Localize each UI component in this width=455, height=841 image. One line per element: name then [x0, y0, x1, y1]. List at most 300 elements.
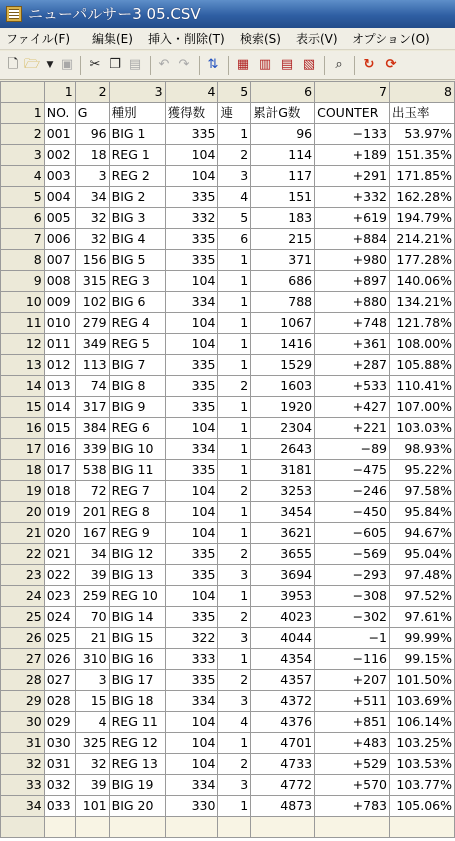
- table-cell[interactable]: REG 12: [109, 733, 165, 754]
- table-cell[interactable]: 3655: [251, 544, 315, 565]
- table-cell[interactable]: 1: [218, 124, 251, 145]
- table-cell[interactable]: 010: [44, 313, 75, 334]
- table-cell[interactable]: +783: [315, 796, 390, 817]
- table-cell[interactable]: 335: [165, 565, 218, 586]
- table-cell[interactable]: 2: [218, 481, 251, 502]
- table-cell[interactable]: 104: [165, 523, 218, 544]
- table-cell[interactable]: 334: [165, 439, 218, 460]
- table-cell[interactable]: 1: [218, 292, 251, 313]
- table-cell[interactable]: +427: [315, 397, 390, 418]
- table-cell[interactable]: 39: [75, 565, 109, 586]
- delete-row-icon[interactable]: ▤: [280, 57, 294, 72]
- table-cell[interactable]: BIG 12: [109, 544, 165, 565]
- row-header[interactable]: 25: [1, 607, 45, 628]
- header-cell[interactable]: 出玉率: [390, 103, 455, 124]
- table-cell[interactable]: 1: [218, 523, 251, 544]
- table-cell[interactable]: 2: [218, 607, 251, 628]
- table-cell[interactable]: 032: [44, 775, 75, 796]
- table-cell[interactable]: 1: [218, 649, 251, 670]
- table-cell[interactable]: 104: [165, 502, 218, 523]
- table-cell[interactable]: BIG 19: [109, 775, 165, 796]
- table-cell[interactable]: 104: [165, 754, 218, 775]
- table-cell[interactable]: 214.21%: [390, 229, 455, 250]
- table-cell[interactable]: 72: [75, 481, 109, 502]
- table-cell[interactable]: 339: [75, 439, 109, 460]
- table-cell[interactable]: 121.78%: [390, 313, 455, 334]
- table-cell[interactable]: 97.58%: [390, 481, 455, 502]
- table-cell[interactable]: 315: [75, 271, 109, 292]
- table-cell[interactable]: 3: [218, 691, 251, 712]
- corner-cell[interactable]: [1, 82, 45, 103]
- table-cell[interactable]: BIG 7: [109, 355, 165, 376]
- table-cell[interactable]: 34: [75, 187, 109, 208]
- empty-cell[interactable]: [165, 817, 218, 838]
- row-header[interactable]: 30: [1, 712, 45, 733]
- table-cell[interactable]: 99.15%: [390, 649, 455, 670]
- table-cell[interactable]: 335: [165, 376, 218, 397]
- table-cell[interactable]: 4701: [251, 733, 315, 754]
- table-cell[interactable]: 4: [218, 187, 251, 208]
- table-cell[interactable]: 201: [75, 502, 109, 523]
- table-cell[interactable]: 023: [44, 586, 75, 607]
- table-cell[interactable]: 2: [218, 670, 251, 691]
- table-cell[interactable]: 788: [251, 292, 315, 313]
- table-cell[interactable]: BIG 3: [109, 208, 165, 229]
- table-cell[interactable]: REG 6: [109, 418, 165, 439]
- table-cell[interactable]: +880: [315, 292, 390, 313]
- table-cell[interactable]: −293: [315, 565, 390, 586]
- table-cell[interactable]: 028: [44, 691, 75, 712]
- table-cell[interactable]: 3: [218, 565, 251, 586]
- table-cell[interactable]: +884: [315, 229, 390, 250]
- table-cell[interactable]: −1: [315, 628, 390, 649]
- table-cell[interactable]: BIG 18: [109, 691, 165, 712]
- table-cell[interactable]: REG 9: [109, 523, 165, 544]
- table-cell[interactable]: 5: [218, 208, 251, 229]
- row-header[interactable]: 6: [1, 208, 45, 229]
- table-cell[interactable]: 183: [251, 208, 315, 229]
- spreadsheet[interactable]: [0, 81, 455, 841]
- row-header[interactable]: 3: [1, 145, 45, 166]
- table-cell[interactable]: 1: [218, 397, 251, 418]
- table-cell[interactable]: 74: [75, 376, 109, 397]
- table-cell[interactable]: 1: [218, 271, 251, 292]
- table-cell[interactable]: 024: [44, 607, 75, 628]
- table-cell[interactable]: 011: [44, 334, 75, 355]
- table-cell[interactable]: +533: [315, 376, 390, 397]
- table-cell[interactable]: 002: [44, 145, 75, 166]
- table-cell[interactable]: 194.79%: [390, 208, 455, 229]
- table-cell[interactable]: 32: [75, 754, 109, 775]
- cut-icon[interactable]: ✂: [89, 57, 101, 72]
- table-cell[interactable]: +483: [315, 733, 390, 754]
- row-header[interactable]: 5: [1, 187, 45, 208]
- table-cell[interactable]: 021: [44, 544, 75, 565]
- table-cell[interactable]: 32: [75, 229, 109, 250]
- delete-column-icon[interactable]: ▧: [302, 57, 316, 72]
- table-cell[interactable]: 99.99%: [390, 628, 455, 649]
- menu-file[interactable]: ファイル(F): [6, 32, 71, 46]
- table-cell[interactable]: 1: [218, 313, 251, 334]
- table-cell[interactable]: 3621: [251, 523, 315, 544]
- table-cell[interactable]: 4772: [251, 775, 315, 796]
- table-cell[interactable]: 171.85%: [390, 166, 455, 187]
- header-cell[interactable]: 累計G数: [251, 103, 315, 124]
- table-cell[interactable]: 151: [251, 187, 315, 208]
- table-cell[interactable]: 3181: [251, 460, 315, 481]
- row-header[interactable]: 15: [1, 397, 45, 418]
- table-cell[interactable]: 322: [165, 628, 218, 649]
- table-cell[interactable]: 1: [218, 418, 251, 439]
- table-cell[interactable]: 97.61%: [390, 607, 455, 628]
- table-cell[interactable]: 2643: [251, 439, 315, 460]
- row-header[interactable]: 24: [1, 586, 45, 607]
- row-header[interactable]: 17: [1, 439, 45, 460]
- table-cell[interactable]: 1: [218, 586, 251, 607]
- table-cell[interactable]: 113: [75, 355, 109, 376]
- table-cell[interactable]: 3694: [251, 565, 315, 586]
- table-cell[interactable]: 335: [165, 607, 218, 628]
- table-cell[interactable]: +291: [315, 166, 390, 187]
- table-cell[interactable]: REG 11: [109, 712, 165, 733]
- table-cell[interactable]: 106.14%: [390, 712, 455, 733]
- table-cell[interactable]: 96: [251, 124, 315, 145]
- table-cell[interactable]: BIG 9: [109, 397, 165, 418]
- table-cell[interactable]: REG 3: [109, 271, 165, 292]
- refresh-all-icon[interactable]: ⟳: [385, 57, 397, 72]
- table-cell[interactable]: 70: [75, 607, 109, 628]
- table-cell[interactable]: +570: [315, 775, 390, 796]
- column-header[interactable]: 6: [251, 82, 315, 103]
- table-cell[interactable]: 104: [165, 418, 218, 439]
- table-cell[interactable]: 330: [165, 796, 218, 817]
- search-icon[interactable]: ⌕: [335, 57, 343, 72]
- table-cell[interactable]: 2: [218, 376, 251, 397]
- table-cell[interactable]: 1: [218, 334, 251, 355]
- table-cell[interactable]: BIG 16: [109, 649, 165, 670]
- column-header[interactable]: 3: [109, 82, 165, 103]
- insert-row-icon[interactable]: ▦: [236, 57, 250, 72]
- table-cell[interactable]: 006: [44, 229, 75, 250]
- table-cell[interactable]: 259: [75, 586, 109, 607]
- row-header[interactable]: 2: [1, 124, 45, 145]
- table-cell[interactable]: 1920: [251, 397, 315, 418]
- table-cell[interactable]: 334: [165, 775, 218, 796]
- table-cell[interactable]: 001: [44, 124, 75, 145]
- header-cell[interactable]: 種別: [109, 103, 165, 124]
- title-bar[interactable]: [0, 0, 455, 28]
- table-cell[interactable]: 012: [44, 355, 75, 376]
- table-cell[interactable]: BIG 14: [109, 607, 165, 628]
- row-header[interactable]: 4: [1, 166, 45, 187]
- table-cell[interactable]: 39: [75, 775, 109, 796]
- table-cell[interactable]: 1: [218, 460, 251, 481]
- table-cell[interactable]: 1: [218, 733, 251, 754]
- table-cell[interactable]: BIG 8: [109, 376, 165, 397]
- table-cell[interactable]: 96: [75, 124, 109, 145]
- column-header[interactable]: 5: [218, 82, 251, 103]
- table-cell[interactable]: 103.25%: [390, 733, 455, 754]
- table-cell[interactable]: 104: [165, 313, 218, 334]
- table-cell[interactable]: 167: [75, 523, 109, 544]
- table-cell[interactable]: −89: [315, 439, 390, 460]
- menu-search[interactable]: 検索(S): [240, 32, 281, 46]
- row-header[interactable]: 12: [1, 334, 45, 355]
- table-cell[interactable]: +980: [315, 250, 390, 271]
- table-cell[interactable]: 110.41%: [390, 376, 455, 397]
- column-header[interactable]: 2: [75, 82, 109, 103]
- table-cell[interactable]: 98.93%: [390, 439, 455, 460]
- table-cell[interactable]: 029: [44, 712, 75, 733]
- table-cell[interactable]: 134.21%: [390, 292, 455, 313]
- dropdown-arrow-icon[interactable]: ▼: [46, 60, 54, 70]
- row-header[interactable]: 18: [1, 460, 45, 481]
- table-cell[interactable]: 016: [44, 439, 75, 460]
- table-cell[interactable]: 103.77%: [390, 775, 455, 796]
- table-cell[interactable]: REG 4: [109, 313, 165, 334]
- redo-icon[interactable]: ↷: [178, 57, 190, 72]
- table-cell[interactable]: 1: [218, 502, 251, 523]
- table-cell[interactable]: BIG 6: [109, 292, 165, 313]
- table-cell[interactable]: REG 7: [109, 481, 165, 502]
- table-cell[interactable]: +332: [315, 187, 390, 208]
- table-cell[interactable]: 335: [165, 250, 218, 271]
- table-cell[interactable]: 97.48%: [390, 565, 455, 586]
- table-cell[interactable]: 34: [75, 544, 109, 565]
- table-cell[interactable]: +511: [315, 691, 390, 712]
- open-folder-icon[interactable]: 🗁: [23, 57, 41, 72]
- row-header[interactable]: 10: [1, 292, 45, 313]
- header-cell[interactable]: 獲得数: [165, 103, 218, 124]
- table-cell[interactable]: 32: [75, 208, 109, 229]
- table-cell[interactable]: −308: [315, 586, 390, 607]
- menu-options[interactable]: オプション(O): [352, 32, 430, 46]
- table-cell[interactable]: 3: [218, 166, 251, 187]
- table-cell[interactable]: 4: [218, 712, 251, 733]
- insert-column-icon[interactable]: ▥: [258, 57, 272, 72]
- table-cell[interactable]: +287: [315, 355, 390, 376]
- table-cell[interactable]: −569: [315, 544, 390, 565]
- table-cell[interactable]: 020: [44, 523, 75, 544]
- table-cell[interactable]: 104: [165, 733, 218, 754]
- table-cell[interactable]: REG 2: [109, 166, 165, 187]
- table-cell[interactable]: REG 13: [109, 754, 165, 775]
- table-cell[interactable]: 18: [75, 145, 109, 166]
- table-cell[interactable]: +207: [315, 670, 390, 691]
- table-cell[interactable]: 384: [75, 418, 109, 439]
- table-cell[interactable]: 017: [44, 460, 75, 481]
- table-cell[interactable]: 15: [75, 691, 109, 712]
- table-cell[interactable]: 3253: [251, 481, 315, 502]
- table-cell[interactable]: REG 1: [109, 145, 165, 166]
- table-cell[interactable]: 95.22%: [390, 460, 455, 481]
- table-cell[interactable]: 538: [75, 460, 109, 481]
- table-cell[interactable]: 3454: [251, 502, 315, 523]
- table-cell[interactable]: 162.28%: [390, 187, 455, 208]
- table-cell[interactable]: −246: [315, 481, 390, 502]
- table-cell[interactable]: 004: [44, 187, 75, 208]
- table-cell[interactable]: BIG 17: [109, 670, 165, 691]
- table-cell[interactable]: 333: [165, 649, 218, 670]
- table-cell[interactable]: 005: [44, 208, 75, 229]
- table-cell[interactable]: −116: [315, 649, 390, 670]
- table-cell[interactable]: 104: [165, 586, 218, 607]
- table-cell[interactable]: 317: [75, 397, 109, 418]
- table-cell[interactable]: 335: [165, 670, 218, 691]
- table-cell[interactable]: 325: [75, 733, 109, 754]
- table-cell[interactable]: 104: [165, 334, 218, 355]
- table-cell[interactable]: 140.06%: [390, 271, 455, 292]
- table-cell[interactable]: REG 10: [109, 586, 165, 607]
- table-cell[interactable]: +619: [315, 208, 390, 229]
- table-cell[interactable]: +189: [315, 145, 390, 166]
- row-header[interactable]: 28: [1, 670, 45, 691]
- row-header[interactable]: 23: [1, 565, 45, 586]
- table-cell[interactable]: 3953: [251, 586, 315, 607]
- table-cell[interactable]: +897: [315, 271, 390, 292]
- table-cell[interactable]: 4376: [251, 712, 315, 733]
- column-header[interactable]: 1: [44, 82, 75, 103]
- table-cell[interactable]: REG 5: [109, 334, 165, 355]
- table-cell[interactable]: 335: [165, 124, 218, 145]
- undo-icon[interactable]: ↶: [158, 57, 170, 72]
- table-cell[interactable]: 104: [165, 712, 218, 733]
- table-cell[interactable]: 033: [44, 796, 75, 817]
- table-cell[interactable]: 101: [75, 796, 109, 817]
- table-cell[interactable]: 349: [75, 334, 109, 355]
- table-cell[interactable]: 027: [44, 670, 75, 691]
- table-cell[interactable]: 53.97%: [390, 124, 455, 145]
- table-cell[interactable]: 013: [44, 376, 75, 397]
- table-cell[interactable]: 332: [165, 208, 218, 229]
- table-cell[interactable]: 335: [165, 460, 218, 481]
- table-cell[interactable]: 4044: [251, 628, 315, 649]
- table-cell[interactable]: BIG 1: [109, 124, 165, 145]
- empty-cell[interactable]: [390, 817, 455, 838]
- table-cell[interactable]: 1603: [251, 376, 315, 397]
- copy-icon[interactable]: ❐: [109, 57, 121, 72]
- header-cell[interactable]: COUNTER: [315, 103, 390, 124]
- table-cell[interactable]: 4023: [251, 607, 315, 628]
- row-header[interactable]: 29: [1, 691, 45, 712]
- table-cell[interactable]: BIG 5: [109, 250, 165, 271]
- table-cell[interactable]: 117: [251, 166, 315, 187]
- table-cell[interactable]: BIG 4: [109, 229, 165, 250]
- table-cell[interactable]: 008: [44, 271, 75, 292]
- table-cell[interactable]: +748: [315, 313, 390, 334]
- table-cell[interactable]: −475: [315, 460, 390, 481]
- column-header[interactable]: 7: [315, 82, 390, 103]
- table-cell[interactable]: −133: [315, 124, 390, 145]
- table-cell[interactable]: 335: [165, 187, 218, 208]
- table-cell[interactable]: 3: [218, 775, 251, 796]
- table-cell[interactable]: 4733: [251, 754, 315, 775]
- table-cell[interactable]: 3: [218, 628, 251, 649]
- row-header[interactable]: 11: [1, 313, 45, 334]
- table-cell[interactable]: 335: [165, 397, 218, 418]
- table-cell[interactable]: 279: [75, 313, 109, 334]
- table-cell[interactable]: 101.50%: [390, 670, 455, 691]
- row-header[interactable]: 33: [1, 775, 45, 796]
- row-header[interactable]: 1: [1, 103, 45, 124]
- table-cell[interactable]: 3: [75, 670, 109, 691]
- table-cell[interactable]: 94.67%: [390, 523, 455, 544]
- table-cell[interactable]: +221: [315, 418, 390, 439]
- table-cell[interactable]: 1416: [251, 334, 315, 355]
- table-cell[interactable]: 1529: [251, 355, 315, 376]
- table-cell[interactable]: 1: [218, 439, 251, 460]
- row-header[interactable]: 7: [1, 229, 45, 250]
- empty-cell[interactable]: [251, 817, 315, 838]
- row-header[interactable]: 34: [1, 796, 45, 817]
- table-cell[interactable]: 151.35%: [390, 145, 455, 166]
- row-header[interactable]: 27: [1, 649, 45, 670]
- table-cell[interactable]: 4357: [251, 670, 315, 691]
- row-header[interactable]: 20: [1, 502, 45, 523]
- table-cell[interactable]: 104: [165, 271, 218, 292]
- table-cell[interactable]: +361: [315, 334, 390, 355]
- column-header[interactable]: 4: [165, 82, 218, 103]
- table-cell[interactable]: 030: [44, 733, 75, 754]
- row-header[interactable]: 22: [1, 544, 45, 565]
- table-cell[interactable]: BIG 20: [109, 796, 165, 817]
- menu-view[interactable]: 表示(V): [296, 32, 338, 46]
- table-cell[interactable]: 686: [251, 271, 315, 292]
- row-header[interactable]: 21: [1, 523, 45, 544]
- table-cell[interactable]: 335: [165, 544, 218, 565]
- row-header[interactable]: 16: [1, 418, 45, 439]
- table-cell[interactable]: 009: [44, 292, 75, 313]
- table-cell[interactable]: 103.03%: [390, 418, 455, 439]
- paste-icon[interactable]: ▤: [128, 57, 142, 72]
- row-header[interactable]: 8: [1, 250, 45, 271]
- row-header[interactable]: [1, 817, 45, 838]
- row-header[interactable]: 13: [1, 355, 45, 376]
- table-cell[interactable]: 105.88%: [390, 355, 455, 376]
- empty-cell[interactable]: [218, 817, 251, 838]
- table-cell[interactable]: 95.04%: [390, 544, 455, 565]
- row-header[interactable]: 14: [1, 376, 45, 397]
- table-cell[interactable]: 1067: [251, 313, 315, 334]
- table-cell[interactable]: 108.00%: [390, 334, 455, 355]
- table-cell[interactable]: −450: [315, 502, 390, 523]
- table-cell[interactable]: BIG 13: [109, 565, 165, 586]
- empty-cell[interactable]: [109, 817, 165, 838]
- empty-cell[interactable]: [315, 817, 390, 838]
- table-cell[interactable]: 026: [44, 649, 75, 670]
- table-cell[interactable]: 2304: [251, 418, 315, 439]
- table-cell[interactable]: 1: [218, 250, 251, 271]
- table-cell[interactable]: 97.52%: [390, 586, 455, 607]
- table-cell[interactable]: BIG 10: [109, 439, 165, 460]
- column-header[interactable]: 8: [390, 82, 455, 103]
- table-cell[interactable]: BIG 11: [109, 460, 165, 481]
- table-cell[interactable]: 4: [75, 712, 109, 733]
- table-cell[interactable]: 107.00%: [390, 397, 455, 418]
- header-cell[interactable]: NO.: [44, 103, 75, 124]
- table-cell[interactable]: 014: [44, 397, 75, 418]
- header-cell[interactable]: 連: [218, 103, 251, 124]
- table-cell[interactable]: 019: [44, 502, 75, 523]
- table-cell[interactable]: 371: [251, 250, 315, 271]
- table-cell[interactable]: 031: [44, 754, 75, 775]
- table-cell[interactable]: 335: [165, 355, 218, 376]
- row-header[interactable]: 26: [1, 628, 45, 649]
- table-cell[interactable]: 104: [165, 145, 218, 166]
- table-cell[interactable]: 156: [75, 250, 109, 271]
- new-file-icon[interactable]: 🗋: [7, 57, 19, 72]
- table-cell[interactable]: 334: [165, 292, 218, 313]
